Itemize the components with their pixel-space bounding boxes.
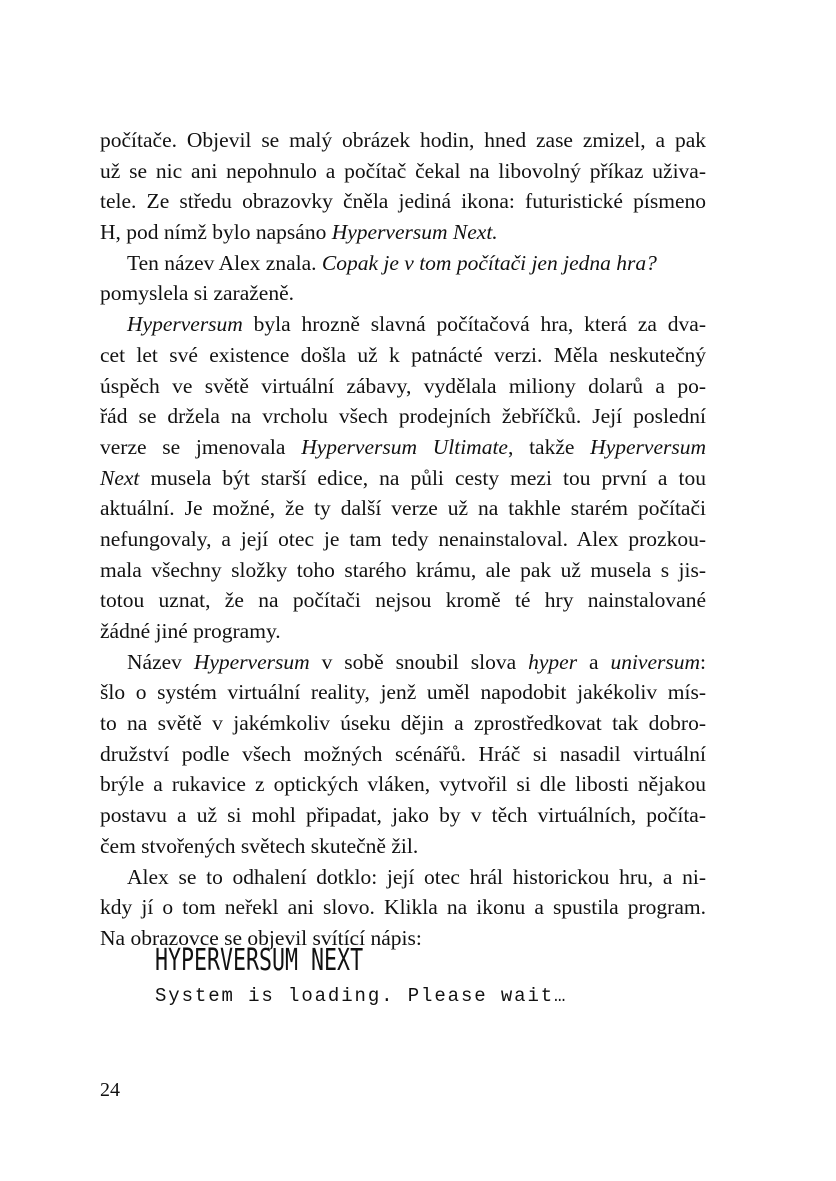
screen-display (155, 944, 615, 1008)
text-line: nefungovaly, a její otec je tam tedy nenainstaloval. Alex prozkou- (100, 526, 706, 551)
text-line: Název Hyperversum v sobě snoubil slova hyper a universum: (127, 649, 707, 674)
text-line: družství podle všech možných scénářů. Hráč si nasadil virtuální (100, 741, 706, 766)
text-line: aktuální. Je možné, že ty další verze už na takhle starém počítači (100, 496, 706, 521)
text-line: počítače. Objevil se malý obrázek hodin, hned zase zmizel, a pak (100, 128, 706, 152)
text-line: už se nic ani nepohnulo a počítač čekal na libovolný příkaz uživa- (100, 158, 706, 183)
text-line: totou uznat, že na počítači nejsou kromě té hry nainstalované (100, 588, 706, 613)
page-number: 24 (100, 1079, 120, 1101)
text-line: čem stvořených světech skutečně žil. (100, 833, 419, 858)
text-line: postavu a už si mohl připadat, jako by v těch virtuálních, počíta- (100, 803, 706, 828)
text-line: tele. Ze středu obrazovky čněla jediná ikona: futuristické písmeno (100, 189, 706, 214)
text-line: šlo o systém virtuální reality, jenž uměl napodobit jakékoliv mís- (100, 680, 706, 705)
text-line: řád se držela na vrcholu všech prodejních žebříčků. Její poslední (100, 404, 706, 429)
screen-title: HYPERVERSUM NEXT (155, 943, 364, 978)
body-text (100, 125, 706, 954)
text-line: mala všechny složky toho starého krámu, ale pak už musela s jis- (100, 557, 706, 582)
text-line: žádné jiné programy. (100, 619, 281, 643)
text-line: kdy jí o tom neřekl ani slovo. Klikla na ikonu a spustila program. (100, 895, 706, 920)
text-line: verze se jmenovala Hyperversum Ultimate, takže Hyperversum (100, 434, 706, 459)
text-line: Hyperversum byla hrozně slavná počítačová hra, která za dva- (127, 312, 706, 337)
text-line: pomyslela si zaraženě. (100, 281, 295, 306)
screen-subtitle: System is loading. Please wait… (155, 985, 568, 1007)
text-line: úspěch ve světě virtuální zábavy, vydělala miliony dolarů a po- (100, 373, 706, 398)
text-line: Alex se to odhalení dotklo: její otec hrál historickou hru, a ni- (127, 864, 706, 889)
text-line: H, pod nímž bylo napsáno Hyperversum Next. (100, 220, 498, 245)
text-line: Na obrazovce se objevil svítící nápis: (100, 925, 422, 950)
text-line: to na světě v jakémkoliv úseku dějin a zprostředkovat tak dobro- (100, 711, 706, 736)
text-line: cet let své existence došla už k patnácté verzi. Měla neskutečný (100, 342, 706, 367)
text-line: Next musela být starší edice, na půli cesty mezi tou první a tou (100, 465, 706, 490)
text-line: brýle a rukavice z optických vláken, vytvořil si dle libosti nějakou (100, 772, 706, 797)
text-line: Ten název Alex znala. Copak je v tom počítači jen jedna hra? (127, 250, 657, 275)
